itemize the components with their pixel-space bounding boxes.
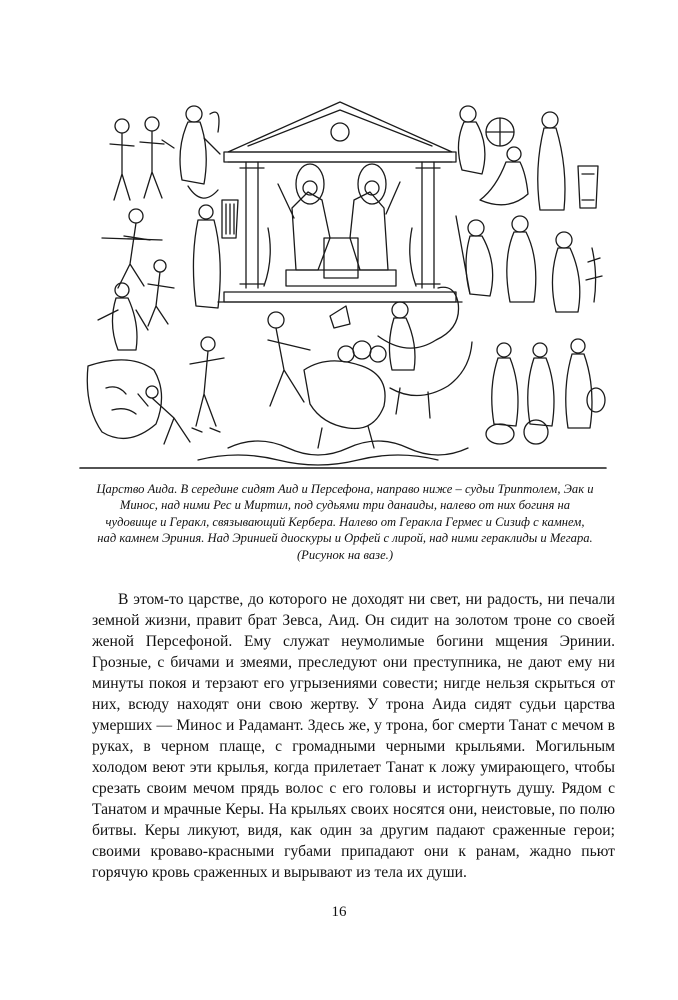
- heracles-cerberus: [268, 306, 386, 448]
- temple-drawing: [218, 102, 462, 302]
- figures-right-lower: [486, 339, 605, 444]
- body-paragraph: В этом-то царстве, до которого не доходят ни свет, ни радость, ни печали земной жизни, правит брат Зевса, Аид. Он сидит на золотом троне со своей женой Персефоной. Ему служат неумолимые богини мщения Эринии. Грозные, с бичами и змеями, преследуют они преступника, не дают ему ни минуты покоя и терзают его угрызениями совести; нигде нельзя скрыться от них, всюду находят они свою жертву. У трона Аида сидят судьи царства умерших — Минос и Радамант. Здесь же, у трона, бог смерти Танат с мечом в руках, в черном плаще, с громадными черными крыльями. Могильным холодом веют эти крылья, когда прилетает Танат к ложу умирающего, чтобы срезать своим мечом прядь волос с его головы и исторгнуть душу. Рядом с Танатом и мрачные Керы. На крыльях своих носятся они, неистовые, по полю битвы. Керы ликуют, видя, как один за другим падают сраженные герои; своими кроваво-красными губами припадают они к ранам, жадно пьют горячую кровь сраженных и вырывают из тела их души.: [92, 591, 615, 881]
- figures-left-upper: [110, 106, 220, 200]
- vase-illustration: [78, 88, 608, 470]
- figures-right-upper: [458, 106, 598, 210]
- figures-left-middle: [102, 200, 238, 326]
- figure-caption: Царство Аида. В середине сидят Аид и Персефона, направо ниже – судьи Триптолем, Эак и Минос, над ними Рес и Миртил, под судьями три данаиды, налево от них богиня на чудовище и Геракл, связывающий Кербера. Налево от Геракла Гермес и Сизиф с камнем, над камнем Эриния. Над Эринией диоскуры и Орфей с лирой, над ними гераклиды и Мегара. (Рисунок на вазе.): [96, 482, 594, 562]
- page-number: 16: [331, 904, 347, 920]
- figures-right-middle: [456, 216, 602, 312]
- goddess-on-monster: [378, 287, 472, 418]
